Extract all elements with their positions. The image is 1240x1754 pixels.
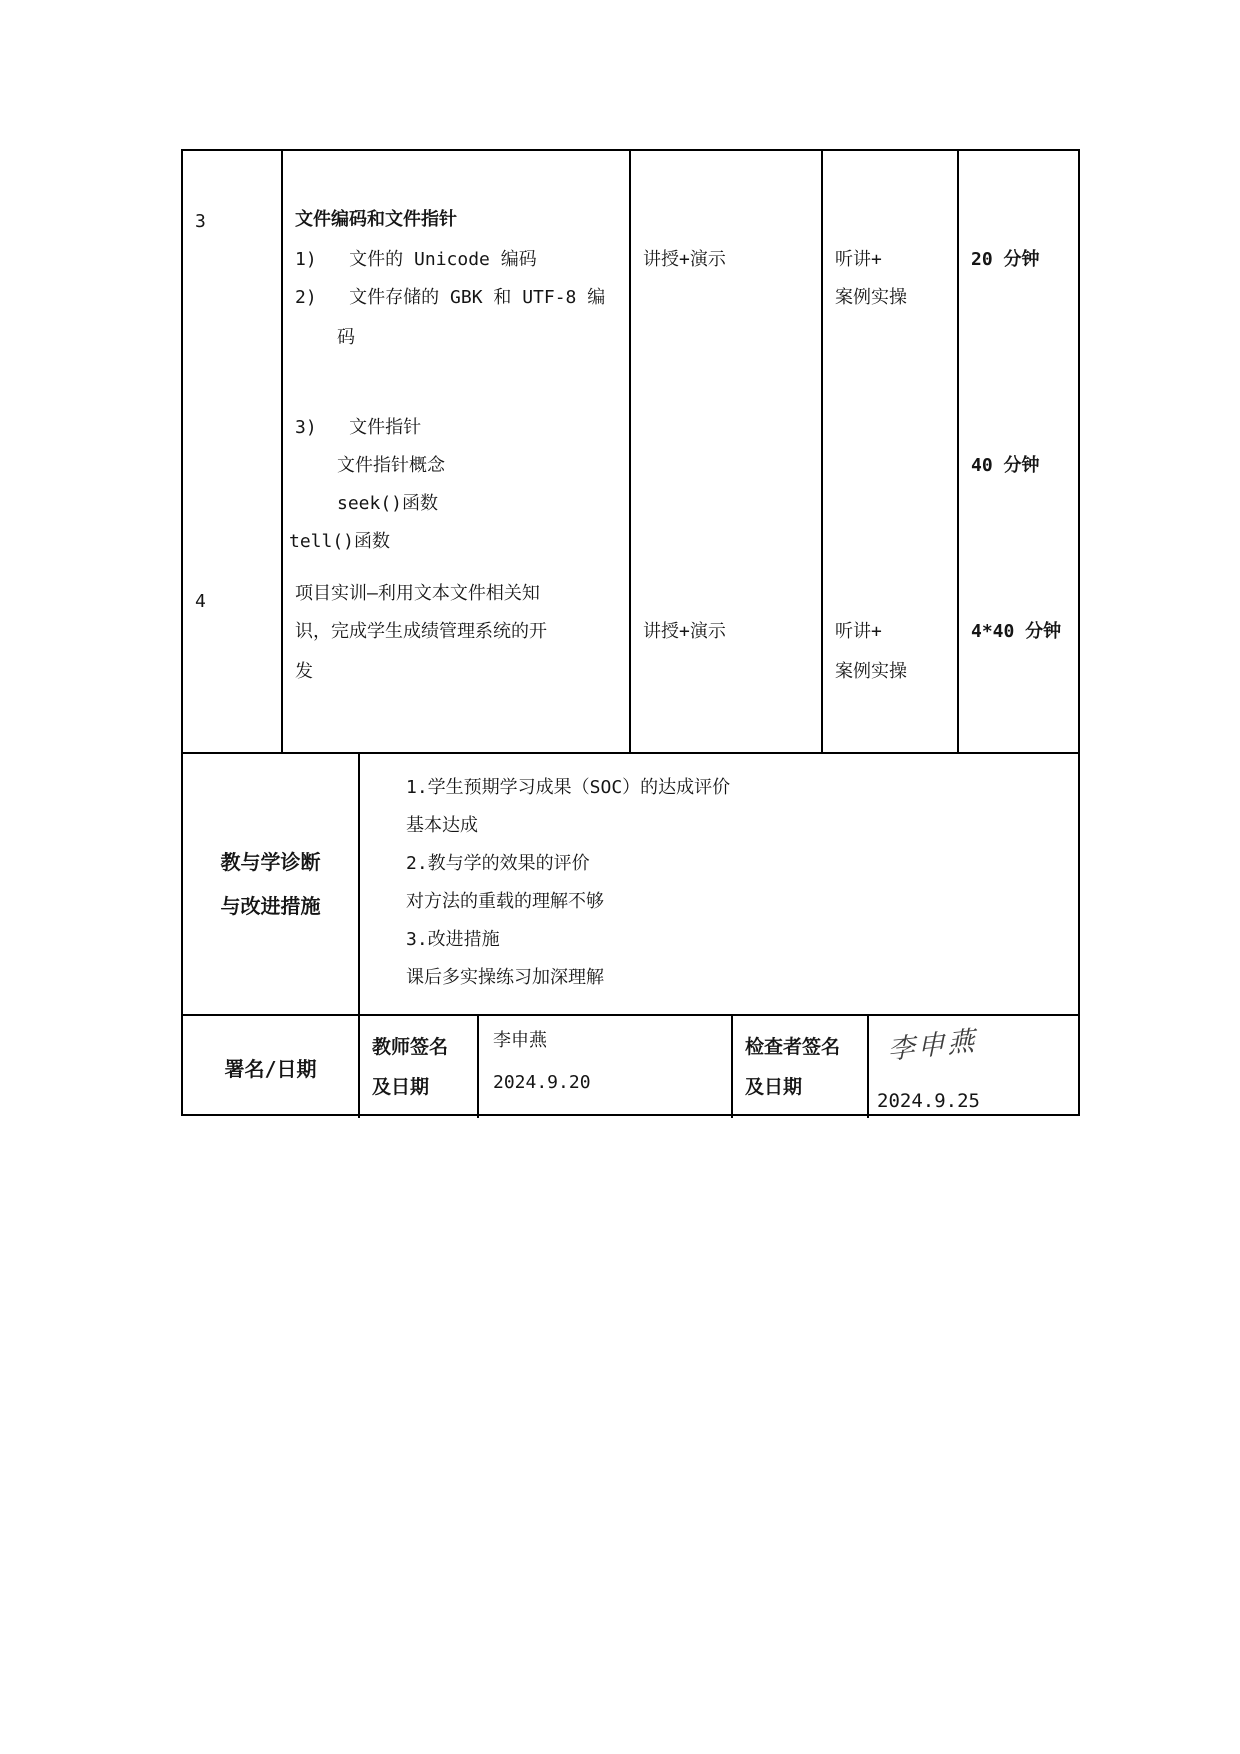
checker-signature-label xyxy=(733,1016,867,1118)
diagnosis-label-line-2: 与改进措施 xyxy=(220,894,321,918)
column-content xyxy=(281,151,629,752)
diagnosis-section xyxy=(183,752,1078,1014)
column-student-activity xyxy=(821,151,957,752)
signature-section xyxy=(183,1014,1078,1118)
row3-line-3: 码 xyxy=(337,327,355,348)
row3-method: 讲授+演示 xyxy=(643,249,726,270)
diagnosis-line-6: 课后多实操练习加深理解 xyxy=(406,967,604,988)
lesson-plan-table xyxy=(181,149,1080,1116)
checker-label-line-2: 及日期 xyxy=(745,1076,803,1098)
row3-line-4: 3) 文件指针 xyxy=(295,417,422,438)
row4-activity-line-1: 听讲+ xyxy=(835,621,882,642)
diagnosis-line-5: 3.改进措施 xyxy=(406,929,500,950)
checker-label-line-1: 检查者签名 xyxy=(745,1036,841,1058)
diagnosis-line-1: 1.学生预期学习成果（SOC）的达成评价 xyxy=(406,777,731,798)
column-number xyxy=(183,151,281,752)
row3-activity-line-2: 案例实操 xyxy=(835,287,907,308)
diagnosis-content-cell xyxy=(358,754,1078,1014)
row4-time: 4*40 分钟 xyxy=(971,621,1062,642)
diagnosis-row-label xyxy=(183,754,358,1014)
row3-line-5: 文件指针概念 xyxy=(337,455,445,476)
lesson-rows-section xyxy=(183,151,1078,752)
row3-line-1: 1) 文件的 Unicode 编码 xyxy=(295,249,537,270)
checker-signature-value-cell xyxy=(867,1016,1078,1118)
row3-title: 文件编码和文件指针 xyxy=(295,209,457,230)
teacher-name: 李申燕 xyxy=(493,1030,547,1051)
diagnosis-line-3: 2.教与学的效果的评价 xyxy=(406,853,590,874)
teacher-label-line-1: 教师签名 xyxy=(372,1036,449,1058)
diagnosis-line-2: 基本达成 xyxy=(406,815,478,836)
teacher-signature-value-cell xyxy=(477,1016,731,1118)
row3-line-6: seek()函数 xyxy=(337,493,439,514)
teacher-signature-label-cell xyxy=(358,1016,477,1118)
row3-line-7: tell()函数 xyxy=(289,531,391,552)
row4-line-3: 发 xyxy=(295,661,313,682)
checker-signature-label-cell xyxy=(731,1016,867,1118)
checker-handwritten-signature: 李申燕 xyxy=(887,1025,978,1067)
checker-date: 2024.9.25 xyxy=(877,1090,980,1112)
row3-time-1: 20 分钟 xyxy=(971,249,1040,270)
row4-activity-line-2: 案例实操 xyxy=(835,661,907,682)
teacher-label-line-2: 及日期 xyxy=(372,1076,430,1098)
column-teaching-method xyxy=(629,151,821,752)
teacher-signature-label xyxy=(360,1016,477,1118)
row4-line-1: 项目实训—利用文本文件相关知 xyxy=(295,583,540,604)
row3-number: 3 xyxy=(195,211,206,232)
row4-number: 4 xyxy=(195,591,206,612)
diagnosis-line-4: 对方法的重载的理解不够 xyxy=(406,891,604,912)
row3-line-2: 2) 文件存储的 GBK 和 UTF-8 编 xyxy=(295,287,606,308)
teacher-date: 2024.9.20 xyxy=(493,1072,591,1093)
row4-line-2: 识，完成学生成绩管理系统的开 xyxy=(295,621,547,642)
row3-time-2: 40 分钟 xyxy=(971,455,1040,476)
diagnosis-label-line-1: 教与学诊断 xyxy=(220,850,321,874)
row3-activity-line-1: 听讲+ xyxy=(835,249,882,270)
row4-method: 讲授+演示 xyxy=(643,621,726,642)
column-time-allocation xyxy=(957,151,1078,752)
signature-row-label: 署名/日期 xyxy=(224,1056,317,1081)
